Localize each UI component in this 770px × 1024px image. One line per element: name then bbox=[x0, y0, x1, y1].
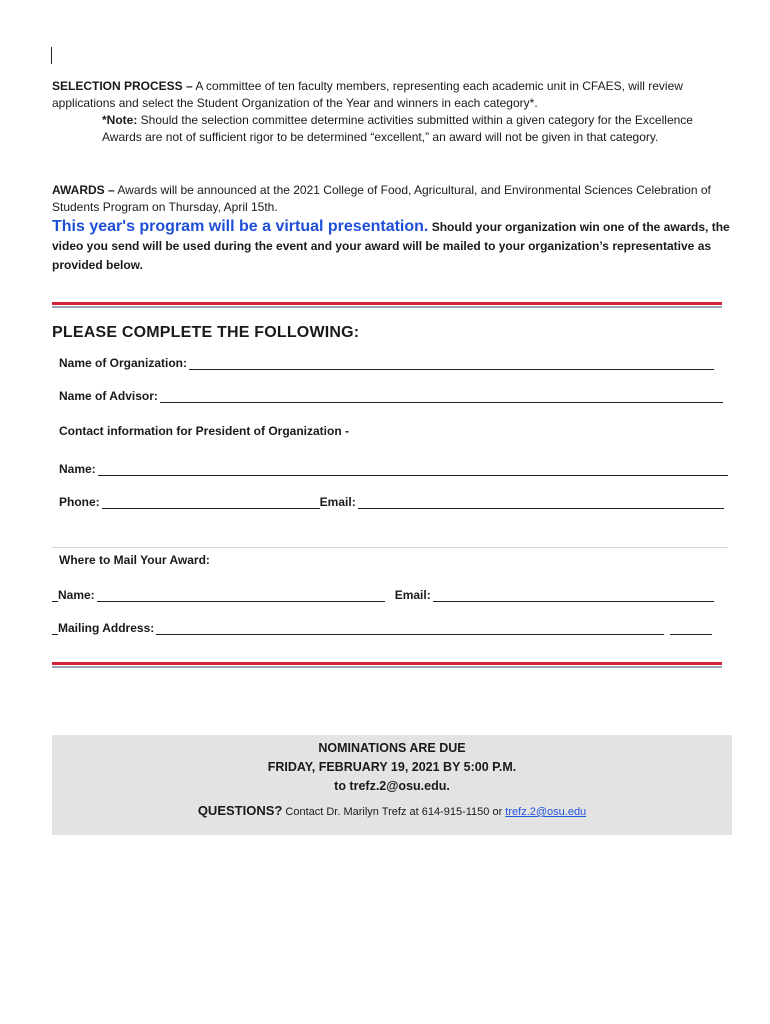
mailing-address-field[interactable] bbox=[52, 621, 712, 635]
mail-email-line[interactable] bbox=[433, 590, 714, 602]
advisor-line[interactable] bbox=[160, 391, 723, 403]
form-heading: PLEASE COMPLETE THE FOLLOWING: bbox=[52, 324, 360, 341]
mail-award-heading bbox=[59, 553, 210, 567]
email-label: Email: bbox=[319, 495, 356, 509]
email-line[interactable] bbox=[358, 497, 724, 509]
president-name-label: Name: bbox=[59, 462, 96, 476]
contact-email-link[interactable]: trefz.2@osu.edu bbox=[505, 806, 587, 818]
questions-text: Contact Dr. Marilyn Trefz at 614-915-1150 or bbox=[282, 806, 506, 818]
mail-name-line[interactable] bbox=[97, 590, 385, 602]
due-line-2: FRIDAY, FEBRUARY 19, 2021 BY 5:00 P.M. bbox=[267, 760, 517, 774]
mail-name-email-field[interactable] bbox=[52, 588, 714, 602]
awards-label: AWARDS – bbox=[52, 183, 115, 197]
virtual-presentation-notice bbox=[52, 217, 732, 275]
selection-note bbox=[52, 112, 732, 146]
phone-line[interactable] bbox=[102, 497, 320, 509]
advisor-name-field[interactable] bbox=[59, 389, 723, 403]
president-name-line[interactable] bbox=[98, 464, 728, 476]
organization-label: Name of Organization: bbox=[59, 356, 188, 370]
organization-name-field[interactable] bbox=[59, 356, 714, 370]
due-line-3: to trefz.2@osu.edu. bbox=[334, 779, 450, 793]
due-line-1: NOMINATIONS ARE DUE bbox=[318, 741, 466, 755]
mail-email-label: Email: bbox=[394, 588, 431, 602]
box-separator bbox=[52, 547, 728, 548]
divider-top bbox=[52, 302, 722, 308]
phone-label: Phone: bbox=[59, 495, 100, 509]
contact-label: Contact information for President of Organization - bbox=[59, 424, 350, 438]
mail-heading-label: Where to Mail Your Award: bbox=[59, 553, 210, 567]
questions-line bbox=[52, 803, 732, 818]
questions-label: QUESTIONS? bbox=[197, 803, 283, 818]
president-phone-email-field[interactable] bbox=[59, 495, 724, 509]
mailing-address-label: Mailing Address: bbox=[58, 621, 155, 635]
text-cursor bbox=[51, 47, 52, 64]
president-name-field[interactable] bbox=[59, 462, 728, 476]
nominations-due-box bbox=[52, 735, 732, 835]
mailing-address-line[interactable] bbox=[156, 623, 664, 635]
divider-bottom bbox=[52, 662, 722, 668]
selection-label: SELECTION PROCESS – bbox=[52, 79, 193, 93]
awards-text: Awards will be announced at the 2021 College of Food, Agricultural, and Environmental Sciences Celebration of Students Program on Thursday, April 15th. bbox=[52, 183, 711, 214]
selection-process-section bbox=[52, 78, 732, 146]
advisor-label: Name of Advisor: bbox=[59, 389, 158, 403]
note-label: *Note: bbox=[102, 113, 138, 127]
virtual-headline: This year's program will be a virtual presentation. bbox=[52, 218, 429, 235]
organization-line[interactable] bbox=[189, 358, 714, 370]
awards-section bbox=[52, 182, 732, 216]
selection-text: A committee of ten faculty members, representing each academic unit in CFAES, will review applications and select the Student Organization of the Year and winners in each category*. bbox=[52, 79, 683, 110]
note-text: Should the selection committee determine activities submitted within a given category for the Excellence Awards are not of sufficient rigor to be determined “excellent,” an award will not be given in that category. bbox=[102, 113, 693, 144]
contact-info-heading bbox=[59, 424, 349, 438]
mail-name-label: Name: bbox=[58, 588, 95, 602]
virtual-text: Should your organization win one of the awards, the video you send will be used during the event and your award will be mailed to your organization’s representative as provided below. bbox=[52, 220, 730, 272]
